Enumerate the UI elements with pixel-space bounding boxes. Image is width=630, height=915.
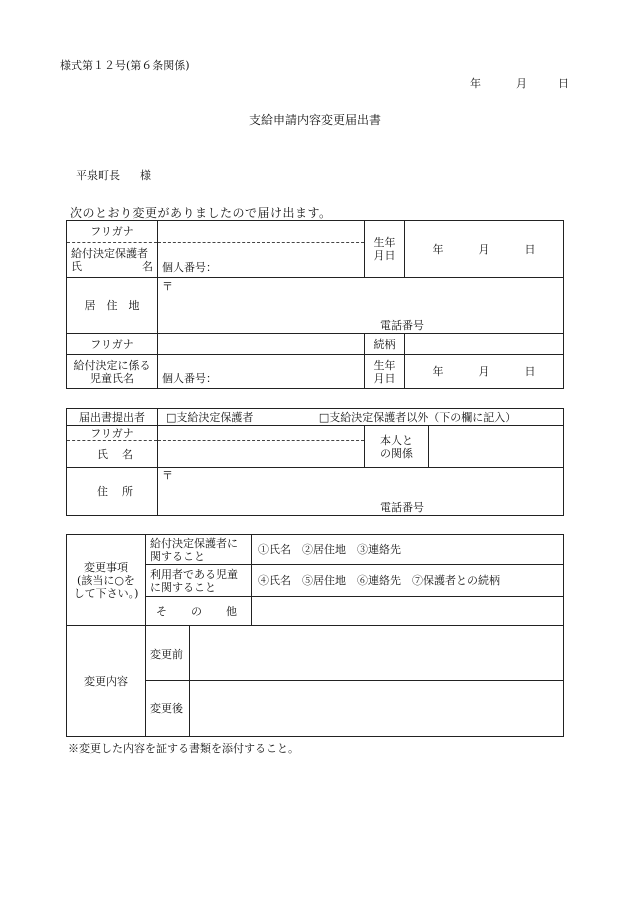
- change-items-label: 変更事項 (該当に○を して下さい。): [67, 535, 146, 626]
- after-label: 変更後: [146, 681, 190, 737]
- addressee-suffix: 様: [140, 169, 151, 182]
- submitter-address-field[interactable]: [158, 468, 564, 516]
- before-label: 変更前: [146, 626, 190, 681]
- child-related-label: 利用者である児童 に関すること: [146, 565, 252, 597]
- submitter-label: 届出書提出者: [67, 409, 158, 426]
- address-label: 居 住 地: [67, 278, 158, 334]
- guardian-name-label: 給付決定保護者 氏 名: [67, 243, 158, 278]
- child-furigana-field[interactable]: [158, 334, 365, 355]
- child-birth-year: 年: [432, 365, 444, 378]
- child-name-field[interactable]: [158, 355, 365, 389]
- other-field[interactable]: [252, 597, 564, 626]
- guardian-personal-number: 個人番号：: [162, 261, 217, 274]
- child-birth-month: 月: [478, 365, 490, 378]
- submitter-name-field[interactable]: [158, 441, 365, 468]
- guardian-related-options[interactable]: ①氏名 ②居住地 ③連絡先: [252, 535, 564, 565]
- intro-text: 次のとおり変更がありましたので届け出ます。: [70, 206, 332, 220]
- submitter-phone-label: 電話番号: [380, 501, 424, 514]
- address-field[interactable]: [158, 278, 564, 334]
- header-date-year: 年: [470, 77, 481, 90]
- relationship-label: 続柄: [365, 334, 405, 355]
- child-birth-field[interactable]: [405, 355, 564, 389]
- birth-month: 月: [478, 242, 490, 256]
- submitter-postal-mark: 〒: [162, 469, 173, 482]
- addressee-name: 平泉町長: [76, 169, 120, 182]
- change-table: [66, 534, 564, 737]
- other-label: そ の 他: [146, 597, 252, 626]
- guardian-name-field[interactable]: [158, 243, 365, 278]
- relation-label: 本人と の関係: [365, 426, 429, 468]
- header-date-month: 月: [516, 77, 527, 90]
- after-field[interactable]: [190, 681, 564, 737]
- footnote: ※変更した内容を証する書類を添付すること。: [68, 742, 299, 755]
- relation-field[interactable]: [429, 426, 564, 468]
- submitter-table: [66, 408, 564, 516]
- submitter-address-label: 住 所: [67, 468, 158, 516]
- header-date-day: 日: [558, 77, 569, 90]
- before-field[interactable]: [190, 626, 564, 681]
- guardian-furigana-label: フリガナ: [67, 221, 158, 243]
- address-phone-label: 電話番号: [380, 319, 424, 332]
- birth-day: 日: [524, 242, 536, 256]
- form-number: 様式第１２号(第６条関係): [60, 59, 190, 72]
- document-title: 支給申請内容変更届出書: [248, 113, 381, 127]
- child-related-options[interactable]: ④氏名 ⑤居住地 ⑥連絡先 ⑦保護者との続柄: [252, 565, 564, 597]
- child-birth-day: 日: [524, 365, 536, 378]
- guardian-related-label: 給付決定保護者に 関すること: [146, 535, 252, 565]
- child-birth-label: 生年 月日: [365, 355, 405, 389]
- submitter-furigana-label: フリガナ: [67, 426, 158, 441]
- applicant-table: [66, 220, 564, 389]
- submitter-name-label: 氏 名: [67, 441, 158, 468]
- guardian-birth-label: 生年 月日: [365, 221, 405, 278]
- change-content-label: 変更内容: [67, 626, 146, 737]
- child-personal-number: 個人番号：: [162, 372, 217, 385]
- submitter-options: [158, 409, 564, 426]
- guardian-furigana-field[interactable]: [158, 221, 365, 243]
- child-name-label: 給付決定に係る 児童氏名: [67, 355, 158, 389]
- postal-mark: 〒: [162, 280, 173, 293]
- option-guardian-checkbox[interactable]: □支給決定保護者: [166, 410, 254, 424]
- option-other-checkbox[interactable]: □支給決定保護者以外（下の欄に記入）: [318, 410, 517, 424]
- relationship-field[interactable]: [405, 334, 564, 355]
- guardian-birth-field[interactable]: [405, 221, 564, 278]
- child-furigana-label: フリガナ: [67, 334, 158, 355]
- submitter-furigana-field[interactable]: [158, 426, 365, 441]
- birth-year: 年: [432, 242, 444, 256]
